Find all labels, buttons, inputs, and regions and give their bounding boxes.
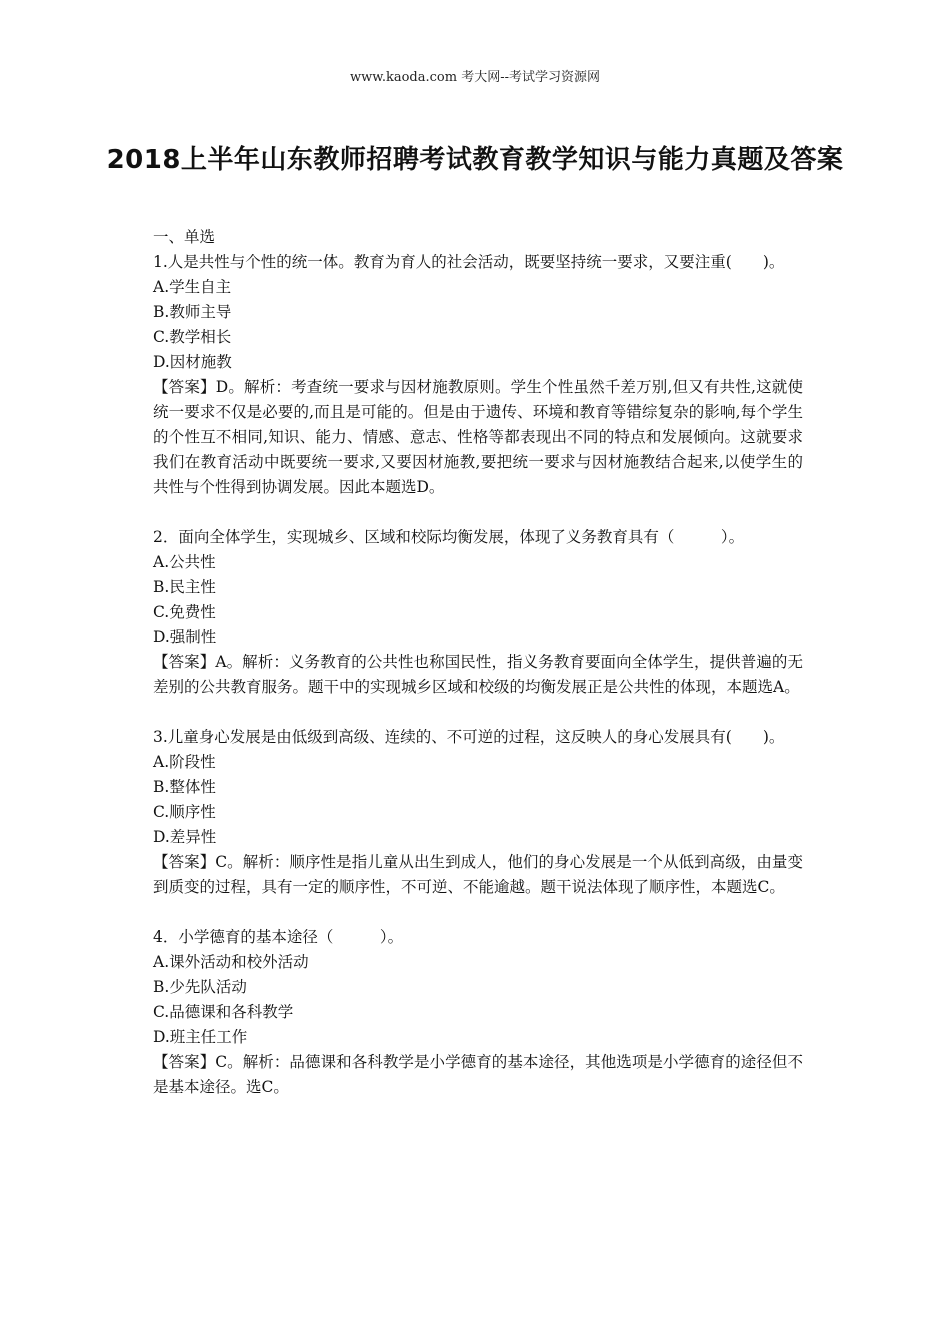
section-label: 一、单选 [153, 228, 216, 246]
option-b: B.整体性 [153, 778, 216, 796]
option-a: A.阶段性 [153, 753, 216, 771]
option-d: D.差异性 [153, 828, 217, 846]
question-stem: 1.人是共性与个性的统一体。教育为育人的社会活动，既要坚持统一要求，又要注重( )。 [153, 253, 785, 271]
answer-explanation: 【答案】D。解析：考查统一要求与因材施教原则。学生个性虽然千差万别,但又有共性,这就使统一要求不仅是必要的,而且是可能的。但是由于遗传、环境和教育等错综复杂的影响,每个学生的个性互不相同,知识、能力、情感、意志、性格等都表现出不同的特点和发展倾向。这就要求我们在教育活动中既要统一要求,又要因材施教,要把统一要求与因材施教结合起来,以使学生的共性与个性得到协调发展。因此本题选D。 [153, 378, 803, 496]
option-a: A.课外活动和校外活动 [153, 953, 309, 971]
question-stem: 3.儿童身心发展是由低级到高级、连续的、不可逆的过程，这反映人的身心发展具有( )。 [153, 728, 785, 746]
option-d: D.因材施教 [153, 353, 232, 371]
option-b: B.教师主导 [153, 303, 232, 321]
option-b: B.少先队活动 [153, 978, 247, 996]
document-body [153, 225, 803, 1125]
question-stem: 4．小学德育的基本途径（ ）。 [153, 928, 404, 946]
site-header: www.kaoda.com 考大网--考试学习资源网 [350, 70, 600, 85]
option-d: D.班主任工作 [153, 1028, 248, 1046]
answer-explanation: 【答案】A。解析：义务教育的公共性也称国民性，指义务教育要面向全体学生，提供普遍的无差别的公共教育服务。题干中的实现城乡区域和校级的均衡发展正是公共性的体现，本题选A。 [153, 653, 803, 696]
option-c: C.免费性 [153, 603, 216, 621]
option-c: C.品德课和各科教学 [153, 1003, 294, 1021]
answer-explanation: 【答案】C。解析：品德课和各科教学是小学德育的基本途径，其他选项是小学德育的途径但不是基本途径。选C。 [153, 1053, 803, 1096]
question-1 [153, 250, 803, 500]
answer-explanation: 【答案】C。解析：顺序性是指儿童从出生到成人，他们的身心发展是一个从低到高级，由量变到质变的过程，具有一定的顺序性，不可逆、不能逾越。题干说法体现了顺序性，本题选C。 [153, 853, 803, 896]
option-c: C.教学相长 [153, 328, 232, 346]
option-b: B.民主性 [153, 578, 216, 596]
option-a: A.公共性 [153, 553, 216, 571]
question-3 [153, 725, 803, 900]
option-c: C.顺序性 [153, 803, 216, 821]
question-stem: 2．面向全体学生，实现城乡、区域和校际均衡发展，体现了义务教育具有（ ）。 [153, 528, 745, 546]
question-2 [153, 525, 803, 700]
option-a: A.学生自主 [153, 278, 232, 296]
page-title: 2018上半年山东教师招聘考试教育教学知识与能力真题及答案 [106, 145, 844, 175]
option-d: D.强制性 [153, 628, 217, 646]
question-4 [153, 925, 803, 1100]
